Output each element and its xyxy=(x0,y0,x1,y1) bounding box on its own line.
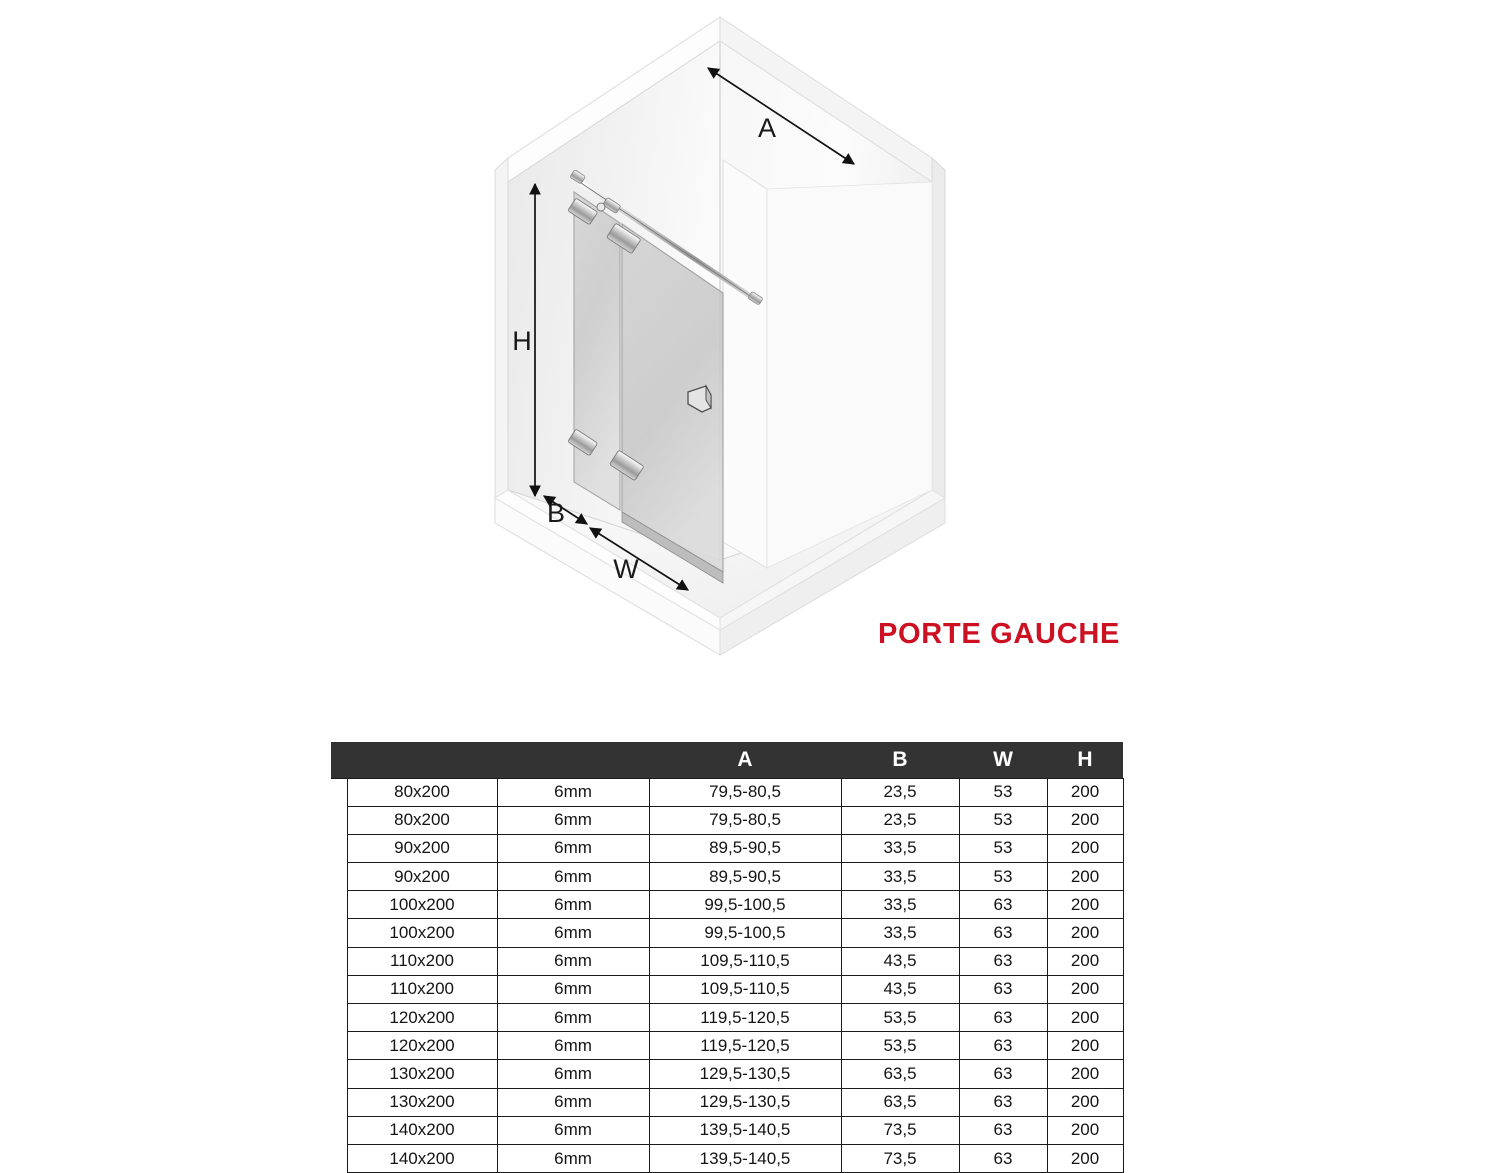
cell-h: 200 xyxy=(1047,806,1123,834)
cell-w: 63 xyxy=(959,1116,1047,1144)
table-header xyxy=(331,742,1123,778)
table-row xyxy=(331,806,1123,834)
cell-w: 63 xyxy=(959,1004,1047,1032)
return-panel-face xyxy=(723,160,767,568)
cell-h: 200 xyxy=(1047,919,1123,947)
table-row xyxy=(331,1060,1123,1088)
cell-a: 129,5-130,5 xyxy=(649,1060,841,1088)
header-h: H xyxy=(1047,742,1123,778)
header-pad xyxy=(331,742,347,778)
table-row xyxy=(331,863,1123,891)
cell-w: 63 xyxy=(959,1144,1047,1172)
left-wall-outer-face xyxy=(495,158,508,498)
table-row xyxy=(331,1088,1123,1116)
cell-w: 53 xyxy=(959,834,1047,862)
cell-thickness: 6mm xyxy=(497,919,649,947)
header-b: B xyxy=(841,742,959,778)
cell-thickness: 6mm xyxy=(497,834,649,862)
cell-b: 63,5 xyxy=(841,1088,959,1116)
row-pad-cell xyxy=(331,806,347,834)
row-pad-cell xyxy=(331,1032,347,1060)
cell-a: 139,5-140,5 xyxy=(649,1144,841,1172)
cell-thickness: 6mm xyxy=(497,1004,649,1032)
table-row xyxy=(331,1116,1123,1144)
dimension-b-label: B xyxy=(546,498,566,528)
isometric-shower-svg xyxy=(470,0,980,700)
cell-w: 63 xyxy=(959,975,1047,1003)
cell-a: 109,5-110,5 xyxy=(649,975,841,1003)
cell-thickness: 6mm xyxy=(497,891,649,919)
cell-b: 73,5 xyxy=(841,1144,959,1172)
cell-thickness: 6mm xyxy=(497,1032,649,1060)
row-pad-cell xyxy=(331,834,347,862)
stabilizer-pivot xyxy=(597,203,605,211)
cell-h: 200 xyxy=(1047,863,1123,891)
row-pad-cell xyxy=(331,947,347,975)
cell-w: 53 xyxy=(959,806,1047,834)
cell-thickness: 6mm xyxy=(497,1060,649,1088)
cell-w: 53 xyxy=(959,863,1047,891)
cell-h: 200 xyxy=(1047,975,1123,1003)
cell-a: 119,5-120,5 xyxy=(649,1032,841,1060)
right-wall-outer-face xyxy=(932,158,945,498)
table-row xyxy=(331,947,1123,975)
cell-h: 200 xyxy=(1047,834,1123,862)
row-pad-cell xyxy=(331,1144,347,1172)
cell-thickness: 6mm xyxy=(497,947,649,975)
cell-b: 23,5 xyxy=(841,806,959,834)
cell-w: 63 xyxy=(959,891,1047,919)
cell-b: 23,5 xyxy=(841,778,959,806)
cell-thickness: 6mm xyxy=(497,806,649,834)
cell-b: 43,5 xyxy=(841,947,959,975)
cell-a: 89,5-90,5 xyxy=(649,863,841,891)
cell-a: 129,5-130,5 xyxy=(649,1088,841,1116)
cell-size: 130x200 xyxy=(347,1088,497,1116)
table-header-row xyxy=(331,742,1123,778)
cell-a: 99,5-100,5 xyxy=(649,891,841,919)
cell-a: 89,5-90,5 xyxy=(649,834,841,862)
cell-b: 73,5 xyxy=(841,1116,959,1144)
cell-size: 80x200 xyxy=(347,778,497,806)
cell-a: 99,5-100,5 xyxy=(649,919,841,947)
cell-size: 90x200 xyxy=(347,834,497,862)
cell-size: 80x200 xyxy=(347,806,497,834)
cell-a: 79,5-80,5 xyxy=(649,806,841,834)
cell-w: 63 xyxy=(959,1088,1047,1116)
cell-b: 33,5 xyxy=(841,863,959,891)
row-pad-cell xyxy=(331,975,347,1003)
cell-h: 200 xyxy=(1047,891,1123,919)
cell-size: 120x200 xyxy=(347,1032,497,1060)
cell-b: 33,5 xyxy=(841,834,959,862)
table-row xyxy=(331,891,1123,919)
cell-a: 139,5-140,5 xyxy=(649,1116,841,1144)
row-pad-cell xyxy=(331,919,347,947)
cell-b: 33,5 xyxy=(841,919,959,947)
row-pad-cell xyxy=(331,1088,347,1116)
row-pad-cell xyxy=(331,1060,347,1088)
cell-h: 200 xyxy=(1047,1004,1123,1032)
cell-size: 90x200 xyxy=(347,863,497,891)
table-body xyxy=(331,778,1123,1173)
cell-size: 110x200 xyxy=(347,947,497,975)
table-row xyxy=(331,834,1123,862)
header-thickness xyxy=(497,742,649,778)
cell-b: 33,5 xyxy=(841,891,959,919)
table-row xyxy=(331,1144,1123,1172)
table-row xyxy=(331,1032,1123,1060)
cell-w: 63 xyxy=(959,1032,1047,1060)
dimension-w-label: W xyxy=(613,554,639,584)
specification-table xyxy=(331,742,1124,1173)
cell-thickness: 6mm xyxy=(497,863,649,891)
row-pad-cell xyxy=(331,1116,347,1144)
cell-size: 100x200 xyxy=(347,919,497,947)
cell-thickness: 6mm xyxy=(497,778,649,806)
row-pad-cell xyxy=(331,891,347,919)
cell-h: 200 xyxy=(1047,1116,1123,1144)
row-pad-cell xyxy=(331,778,347,806)
cell-size: 140x200 xyxy=(347,1144,497,1172)
cell-size: 130x200 xyxy=(347,1060,497,1088)
cell-a: 109,5-110,5 xyxy=(649,947,841,975)
row-pad-cell xyxy=(331,1004,347,1032)
cell-h: 200 xyxy=(1047,1088,1123,1116)
cell-h: 200 xyxy=(1047,1032,1123,1060)
cell-h: 200 xyxy=(1047,1144,1123,1172)
table-row xyxy=(331,975,1123,1003)
cell-a: 79,5-80,5 xyxy=(649,778,841,806)
cell-w: 53 xyxy=(959,778,1047,806)
cell-thickness: 6mm xyxy=(497,975,649,1003)
cell-b: 43,5 xyxy=(841,975,959,1003)
cell-b: 53,5 xyxy=(841,1032,959,1060)
cell-w: 63 xyxy=(959,947,1047,975)
table-row xyxy=(331,1004,1123,1032)
dimension-a-label: A xyxy=(757,113,777,143)
cell-h: 200 xyxy=(1047,778,1123,806)
table-row xyxy=(331,919,1123,947)
cell-size: 140x200 xyxy=(347,1116,497,1144)
cell-size: 110x200 xyxy=(347,975,497,1003)
cell-thickness: 6mm xyxy=(497,1144,649,1172)
cell-b: 53,5 xyxy=(841,1004,959,1032)
specification-table-wrapper xyxy=(331,742,1123,1173)
cell-a: 119,5-120,5 xyxy=(649,1004,841,1032)
cell-b: 63,5 xyxy=(841,1060,959,1088)
cell-w: 63 xyxy=(959,1060,1047,1088)
cell-h: 200 xyxy=(1047,947,1123,975)
table-row xyxy=(331,778,1123,806)
header-a: A xyxy=(649,742,841,778)
header-w: W xyxy=(959,742,1047,778)
cell-size: 120x200 xyxy=(347,1004,497,1032)
cell-thickness: 6mm xyxy=(497,1088,649,1116)
dimension-h-label: H xyxy=(512,326,532,356)
porte-gauche-caption: PORTE GAUCHE xyxy=(878,618,1121,650)
cell-h: 200 xyxy=(1047,1060,1123,1088)
cell-w: 63 xyxy=(959,919,1047,947)
cell-size: 100x200 xyxy=(347,891,497,919)
header-size xyxy=(347,742,497,778)
row-pad-cell xyxy=(331,863,347,891)
technical-drawing xyxy=(470,0,980,700)
cell-thickness: 6mm xyxy=(497,1116,649,1144)
